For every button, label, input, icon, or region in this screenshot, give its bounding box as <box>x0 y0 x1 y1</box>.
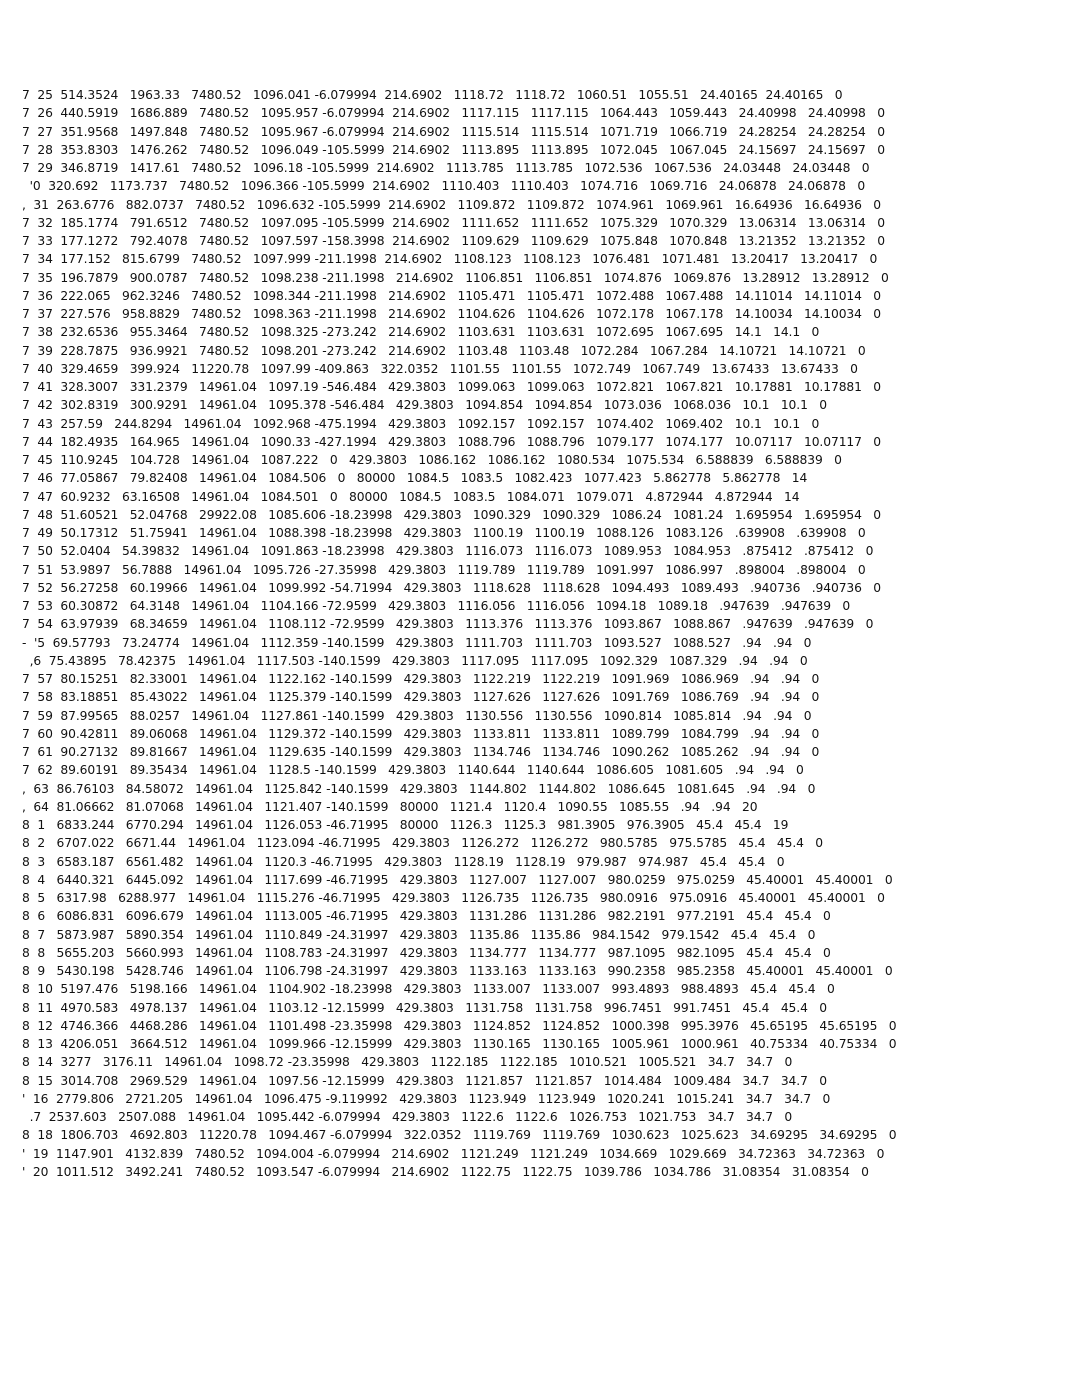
data-row: 8 10 5197.476 5198.166 14961.04 1104.902 -18.23998 429.3803 1133.007 1133.007 993.4893 988.4893 45.4 45.4 0 <box>22 982 835 997</box>
data-row: 7 26 440.5919 1686.889 7480.52 1095.957 -6.079994 214.6902 1117.115 1117.115 1064.443 1059.443 24.40998 24.40998 0 <box>22 106 885 121</box>
data-row: 7 58 83.18851 85.43022 14961.04 1125.379 -140.1599 429.3803 1127.626 1127.626 1091.769 1086.769 .94 .94 0 <box>22 690 820 705</box>
data-row: 8 12 4746.366 4468.286 14961.04 1101.498 -23.35998 429.3803 1124.852 1124.852 1000.398 995.3976 45.65195 45.65195 0 <box>22 1018 897 1033</box>
data-row: 7 59 87.99565 88.0257 14961.04 1127.861 -140.1599 429.3803 1130.556 1130.556 1090.814 1085.814 .94 .94 0 <box>22 708 812 723</box>
data-row: ' 20 1011.512 3492.241 7480.52 1093.547 -6.079994 214.6902 1122.75 1122.75 1039.786 1034.786 31.08354 31.08354 0 <box>22 1164 869 1179</box>
data-row: 8 15 3014.708 2969.529 14961.04 1097.56 -12.15999 429.3803 1121.857 1121.857 1014.484 1009.484 34.7 34.7 0 <box>22 1073 827 1088</box>
data-row: 7 48 51.60521 52.04768 29922.08 1085.606 -18.23998 429.3803 1090.329 1090.329 1086.24 1081.24 1.695954 1.695954 0 <box>22 507 882 522</box>
data-row: , 63 86.76103 84.58072 14961.04 1125.842 -140.1599 429.3803 1144.802 1144.802 1086.645 1081.645 .94 .94 0 <box>22 781 816 796</box>
data-row: 7 25 514.3524 1963.33 7480.52 1096.041 -6.079994 214.6902 1118.72 1118.72 1060.51 1055.51 24.40165 24.40165 0 <box>22 88 843 102</box>
data-row: 7 45 110.9245 104.728 14961.04 1087.222 0 429.3803 1086.162 1086.162 1080.534 1075.534 6.588839 6.588839 0 <box>22 453 842 467</box>
data-row: 8 4 6440.321 6445.092 14961.04 1117.699 -46.71995 429.3803 1127.007 1127.007 980.0259 975.0259 45.40001 45.40001 0 <box>22 872 893 887</box>
data-row: 8 1 6833.244 6770.294 14961.04 1126.053 -46.71995 80000 1126.3 1125.3 981.3905 976.3905 45.4 45.4 19 <box>22 818 789 832</box>
data-row: 8 14 3277 3176.11 14961.04 1098.72 -23.35998 429.3803 1122.185 1122.185 1010.521 1005.521 34.7 34.7 0 <box>22 1055 793 1070</box>
data-row: 8 13 4206.051 3664.512 14961.04 1099.966 -12.15999 429.3803 1130.165 1130.165 1005.961 1000.961 40.75334 40.75334 0 <box>22 1037 897 1051</box>
data-row: 7 41 328.3007 331.2379 14961.04 1097.19 -546.484 429.3803 1099.063 1099.063 1072.821 1067.821 10.17881 10.17881 0 <box>22 380 882 394</box>
data-row: , 31 263.6776 882.0737 7480.52 1096.632 -105.5999 214.6902 1109.872 1109.872 1074.961 1069.961 16.64936 16.64936 0 <box>22 197 882 212</box>
data-row: 7 46 77.05867 79.82408 14961.04 1084.506 0 80000 1084.5 1083.5 1082.423 1077.423 5.862778 5.862778 14 <box>22 471 808 486</box>
data-row: 7 54 63.97939 68.34659 14961.04 1108.112 -72.9599 429.3803 1113.376 1113.376 1093.867 1088.867 .947639 .947639 0 <box>22 617 874 632</box>
data-row: 7 47 60.9232 63.16508 14961.04 1084.501 0 80000 1084.5 1083.5 1084.071 1079.071 4.872944 4.872944 14 <box>22 489 800 504</box>
data-row: 7 39 228.7875 936.9921 7480.52 1098.201 -273.242 214.6902 1103.48 1103.48 1072.284 1067.284 14.10721 14.10721 0 <box>22 343 866 358</box>
data-row: ,6 75.43895 78.42375 14961.04 1117.503 -140.1599 429.3803 1117.095 1117.095 1092.329 1087.329 .94 .94 0 <box>22 653 808 668</box>
data-row: 7 57 80.15251 82.33001 14961.04 1122.162 -140.1599 429.3803 1122.219 1122.219 1091.969 1086.969 .94 .94 0 <box>22 672 820 686</box>
data-row: 7 40 329.4659 399.924 11220.78 1097.99 -409.863 322.0352 1101.55 1101.55 1072.749 1067.749 13.67433 13.67433 0 <box>22 361 858 376</box>
data-row: 7 49 50.17312 51.75941 14961.04 1088.398 -18.23998 429.3803 1100.19 1100.19 1088.126 1083.126 .639908 .639908 0 <box>22 526 866 540</box>
data-row: 7 28 353.8303 1476.262 7480.52 1096.049 -105.5999 214.6902 1113.895 1113.895 1072.045 1067.045 24.15697 24.15697 0 <box>22 142 885 157</box>
data-table <box>22 86 1052 1181</box>
data-row: 7 52 56.27258 60.19966 14961.04 1099.992 -54.71994 429.3803 1118.628 1118.628 1094.493 1089.493 .940736 .940736 0 <box>22 580 882 595</box>
data-row: 7 60 90.42811 89.06068 14961.04 1129.372 -140.1599 429.3803 1133.811 1133.811 1089.799 1084.799 .94 .94 0 <box>22 726 820 741</box>
data-row: 8 9 5430.198 5428.746 14961.04 1106.798 -24.31997 429.3803 1133.163 1133.163 990.2358 985.2358 45.40001 45.40001 0 <box>22 964 893 978</box>
data-row: '0 320.692 1173.737 7480.52 1096.366 -105.5999 214.6902 1110.403 1110.403 1074.716 1069.716 24.06878 24.06878 0 <box>22 179 866 194</box>
data-row: 7 50 52.0404 54.39832 14961.04 1091.863 -18.23998 429.3803 1116.073 1116.073 1089.953 1084.953 .875412 .875412 0 <box>22 544 874 559</box>
data-row: 8 6 6086.831 6096.679 14961.04 1113.005 -46.71995 429.3803 1131.286 1131.286 982.2191 977.2191 45.4 45.4 0 <box>22 909 831 924</box>
data-row: 7 61 90.27132 89.81667 14961.04 1129.635 -140.1599 429.3803 1134.746 1134.746 1090.262 1085.262 .94 .94 0 <box>22 745 820 759</box>
data-row: 8 8 5655.203 5660.993 14961.04 1108.783 -24.31997 429.3803 1134.777 1134.777 987.1095 982.1095 45.4 45.4 0 <box>22 945 831 960</box>
data-row: 7 51 53.9897 56.7888 14961.04 1095.726 -27.35998 429.3803 1119.789 1119.789 1091.997 1086.997 .898004 .898004 0 <box>22 562 866 577</box>
data-row: 7 62 89.60191 89.35434 14961.04 1128.5 -140.1599 429.3803 1140.644 1140.644 1086.605 1081.605 .94 .94 0 <box>22 763 804 778</box>
data-row: 8 18 1806.703 4692.803 11220.78 1094.467 -6.079994 322.0352 1119.769 1119.769 1030.623 1025.623 34.69295 34.69295 0 <box>22 1128 897 1143</box>
data-row: 7 27 351.9568 1497.848 7480.52 1095.967 -6.079994 214.6902 1115.514 1115.514 1071.719 1066.719 24.28254 24.28254 0 <box>22 124 885 139</box>
data-row: 8 2 6707.022 6671.44 14961.04 1123.094 -46.71995 429.3803 1126.272 1126.272 980.5785 975.5785 45.4 45.4 0 <box>22 836 824 851</box>
data-row: 7 44 182.4935 164.965 14961.04 1090.33 -427.1994 429.3803 1088.796 1088.796 1079.177 1074.177 10.07117 10.07117 0 <box>22 434 882 449</box>
data-row: 7 32 185.1774 791.6512 7480.52 1097.095 -105.5999 214.6902 1111.652 1111.652 1075.329 1070.329 13.06314 13.06314 0 <box>22 215 885 230</box>
data-row: 8 5 6317.98 6288.977 14961.04 1115.276 -46.71995 429.3803 1126.735 1126.735 980.0916 975.0916 45.40001 45.40001 0 <box>22 891 885 905</box>
data-row: 7 36 222.065 962.3246 7480.52 1098.344 -211.1998 214.6902 1105.471 1105.471 1072.488 1067.488 14.11014 14.11014 0 <box>22 288 882 303</box>
data-row: 7 33 177.1272 792.4078 7480.52 1097.597 -158.3998 214.6902 1109.629 1109.629 1075.848 1070.848 13.21352 13.21352 0 <box>22 234 885 248</box>
data-row: ' 19 1147.901 4132.839 7480.52 1094.004 -6.079994 214.6902 1121.249 1121.249 1034.669 1029.669 34.72363 34.72363 0 <box>22 1146 885 1161</box>
data-row: 7 29 346.8719 1417.61 7480.52 1096.18 -105.5999 214.6902 1113.785 1113.785 1072.536 1067.536 24.03448 24.03448 0 <box>22 161 870 175</box>
data-row: 7 34 177.152 815.6799 7480.52 1097.999 -211.1998 214.6902 1108.123 1108.123 1076.481 1071.481 13.20417 13.20417 0 <box>22 252 878 267</box>
data-row: 7 37 227.576 958.8829 7480.52 1098.363 -211.1998 214.6902 1104.626 1104.626 1072.178 1067.178 14.10034 14.10034 0 <box>22 307 882 321</box>
data-row: 7 38 232.6536 955.3464 7480.52 1098.325 -273.242 214.6902 1103.631 1103.631 1072.695 1067.695 14.1 14.1 0 <box>22 325 820 340</box>
data-row: 8 7 5873.987 5890.354 14961.04 1110.849 -24.31997 429.3803 1135.86 1135.86 984.1542 979.1542 45.4 45.4 0 <box>22 927 816 942</box>
data-row: - '5 69.57793 73.24774 14961.04 1112.359 -140.1599 429.3803 1111.703 1111.703 1093.527 1088.527 .94 .94 0 <box>22 635 812 650</box>
data-row: ' 16 2779.806 2721.205 14961.04 1096.475 -9.119992 429.3803 1123.949 1123.949 1020.241 1015.241 34.7 34.7 0 <box>22 1091 831 1106</box>
data-row: 7 53 60.30872 64.3148 14961.04 1104.166 -72.9599 429.3803 1116.056 1116.056 1094.18 1089.18 .947639 .947639 0 <box>22 599 851 613</box>
data-row: 8 11 4970.583 4978.137 14961.04 1103.12 -12.15999 429.3803 1131.758 1131.758 996.7451 991.7451 45.4 45.4 0 <box>22 1000 827 1015</box>
data-row: 8 3 6583.187 6561.482 14961.04 1120.3 -46.71995 429.3803 1128.19 1128.19 979.987 974.987 45.4 45.4 0 <box>22 854 785 869</box>
data-row: , 64 81.06662 81.07068 14961.04 1121.407 -140.1599 80000 1121.4 1120.4 1090.55 1085.55 .94 .94 20 <box>22 799 758 814</box>
data-row: 7 43 257.59 244.8294 14961.04 1092.968 -475.1994 429.3803 1092.157 1092.157 1074.402 1069.402 10.1 10.1 0 <box>22 416 820 431</box>
data-row: 7 35 196.7879 900.0787 7480.52 1098.238 -211.1998 214.6902 1106.851 1106.851 1074.876 1069.876 13.28912 13.28912 0 <box>22 270 889 285</box>
data-row: 7 42 302.8319 300.9291 14961.04 1095.378 -546.484 429.3803 1094.854 1094.854 1073.036 1068.036 10.1 10.1 0 <box>22 398 827 413</box>
data-row: .7 2537.603 2507.088 14961.04 1095.442 -6.079994 429.3803 1122.6 1122.6 1026.753 1021.753 34.7 34.7 0 <box>22 1110 793 1124</box>
